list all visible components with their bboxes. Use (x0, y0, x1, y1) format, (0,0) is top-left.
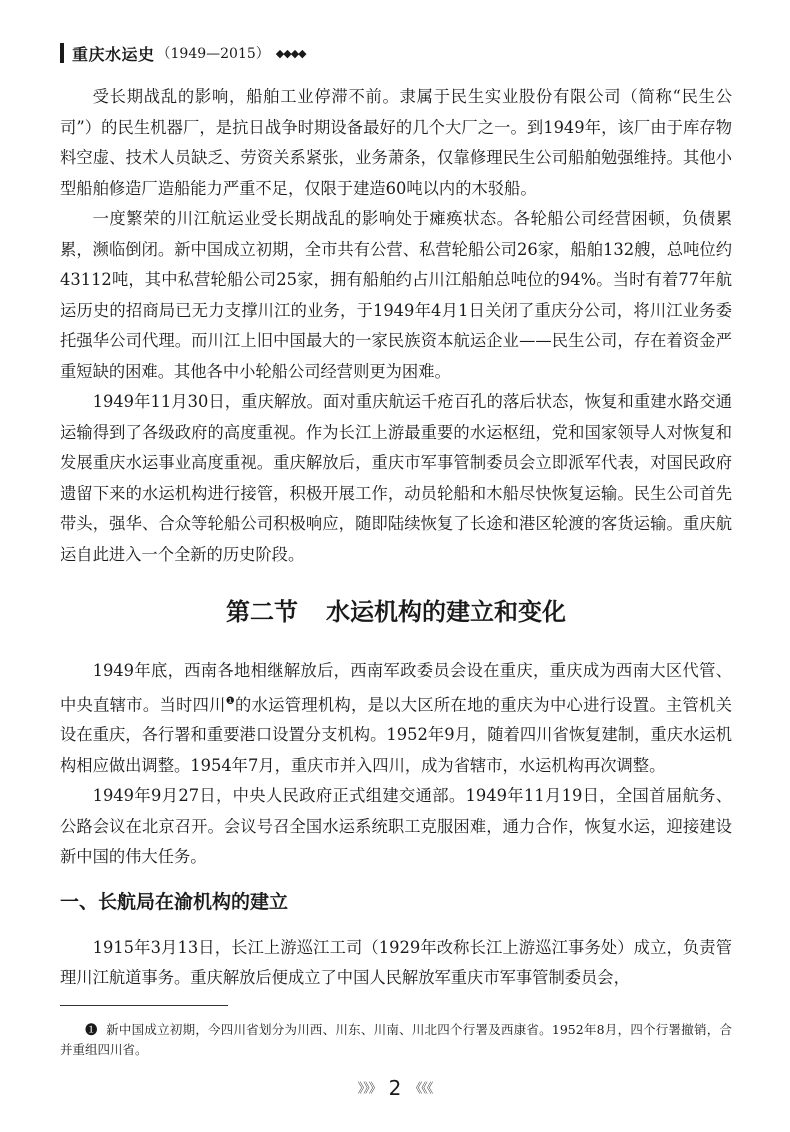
footnote-divider (60, 1005, 228, 1006)
section-title: 水运机构的建立和变化 (326, 598, 566, 626)
book-years: （1949—2015） (156, 46, 270, 62)
page-number: 2 (388, 1076, 402, 1100)
section-number: 第二节 (226, 598, 298, 626)
body-paragraph: 一度繁荣的川江航运业受长期战乱的影响处于瘫痪状态。各轮船公司经营困顿，负债累累，濒临倒闭。新中国成立初期，全市共有公营、私营轮船公司26家，船舶132艘，总吨位约43112吨，其中私营轮船公司25家，拥有船舶约占川江船舶总吨位的94%。当时有着77年航运历史的招商局已无力支撑川江的业务，于1949年4月1日关闭了重庆分公司，将川江业务委托强华公司代理。而川江上旧中国最大的一家民族资本航运企业——民生公司，存在着资金严重短缺的困难。其他各中小轮船公司经营则更为困难。 (60, 209, 732, 381)
chevron-right-icon: 》》》 (357, 1081, 381, 1097)
header-diamond-icon: ◆◆◆◆ (275, 46, 306, 60)
chevron-left-icon: 《《《 (409, 1081, 433, 1097)
body-paragraph: 1915年3月13日，长江上游巡江工司（1929年改称长江上游巡江事务处）成立，负责管理川江航道事务。重庆解放后便成立了中国人民解放军重庆市军事管制委员会， (60, 937, 732, 988)
footnote (60, 1020, 732, 1060)
body-paragraph: 1949年11月30日，重庆解放。面对重庆航运千疮百孔的落后状态，恢复和重建水路交通运输得到了各级政府的高度重视。作为长江上游最重要的水运枢纽，党和国家领导人对恢复和发展重庆水运事业高度重视。重庆解放后，重庆市军事管制委员会立即派军代表，对国民政府遗留下来的水运机构进行接管，积极开展工作，动员轮船和木船尽快恢复运输。民生公司首先带头，强华、合众等轮船公司积极响应，随即陆续恢复了长途和港区轮渡的客货运输。重庆航运自此进入一个全新的历史阶段。 (60, 392, 732, 564)
footnote-mark: ❶ (85, 1022, 98, 1037)
paragraph-text: 1949年底，西南各地相继解放后，西南军政委员会设在重庆，重庆成为西南大区代管、中央直辖市。当时四川 (60, 661, 732, 714)
header-bar (60, 43, 64, 63)
body-paragraph: 1949年9月27日，中央人民政府正式组建交通部。1949年11月19日，全国首届航务、公路会议在北京召开。会议号召全国水运系统职工克服困难，通力合作，恢复水运，迎接建设新中国的伟大任务。 (60, 786, 732, 867)
subsection-heading: 一、长航局在渝机构的建立 (60, 890, 289, 913)
running-header (60, 40, 306, 66)
page-number-bar (0, 1076, 790, 1100)
paragraph-text: 的水运管理机构，是以大区所在地的重庆为中心进行设置。主管机关设在重庆，各行署和重要港口设置分支机构。1952年9月，随着四川省恢复建制，重庆水运机构相应做出调整。1954年7月，重庆市并入四川，成为省辖市，水运机构再次调整。 (60, 694, 732, 775)
page-body (60, 82, 732, 994)
section-heading (60, 592, 732, 632)
body-paragraph (60, 656, 732, 781)
footnote-reference[interactable]: ❶ (225, 695, 236, 707)
book-title: 重庆水运史 (72, 44, 155, 64)
body-paragraph: 受长期战乱的影响，船舶工业停滞不前。隶属于民生实业股份有限公司（简称“民生公司”）的民生机器厂，是抗日战争时期设备最好的几个大厂之一。到1949年，该厂由于库存物料空虚、技术人员缺乏、劳资关系紧张，业务萧条，仅靠修理民生公司船舶勉强维持。其他小型船舶修造厂造船能力严重不足，仅限于建造60吨以内的木驳船。 (60, 87, 732, 198)
footnote-text: 新中国成立初期，今四川省划分为川西、川东、川南、川北四个行署及西康省。1952年8月，四个行署撤销，合并重组四川省。 (60, 1022, 732, 1057)
